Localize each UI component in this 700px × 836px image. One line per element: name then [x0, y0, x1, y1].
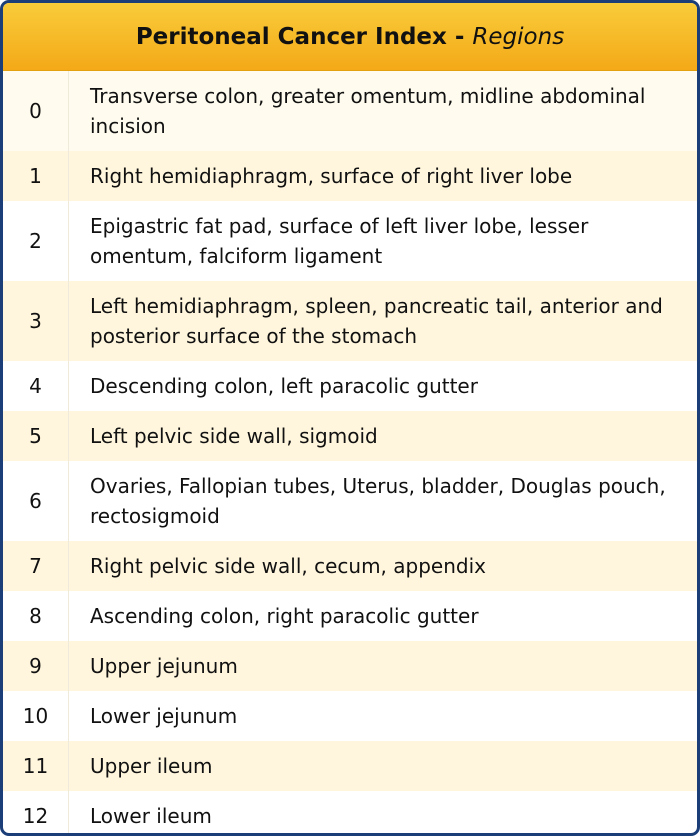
region-description: Left pelvic side wall, sigmoid [90, 424, 378, 448]
table-header [3, 3, 697, 71]
region-index: 0 [3, 71, 69, 151]
region-description: Right pelvic side wall, cecum, appendix [90, 554, 486, 578]
region-description: Left hemidiaphragm, spleen, pancreatic tail, anterior and posterior surface of the stomach [90, 294, 663, 348]
table-row [3, 741, 697, 791]
region-description: Descending colon, left paracolic gutter [90, 374, 478, 398]
region-description: Upper jejunum [90, 654, 238, 678]
region-description: Right hemidiaphragm, surface of right liver lobe [90, 164, 573, 188]
table-row [3, 641, 697, 691]
region-index: 5 [3, 411, 69, 461]
region-index: 7 [3, 541, 69, 591]
region-description: Lower jejunum [90, 704, 238, 728]
region-description: Transverse colon, greater omentum, midline abdominal incision [90, 84, 646, 138]
table-row [3, 411, 697, 461]
table-subtitle: Regions [472, 23, 565, 50]
region-description: Lower ileum [90, 804, 212, 828]
region-index: 10 [3, 691, 69, 741]
region-description: Ovaries, Fallopian tubes, Uterus, bladder, Douglas pouch, rectosigmoid [90, 474, 666, 528]
table-row [3, 201, 697, 281]
table-row [3, 361, 697, 411]
card-inner [3, 3, 697, 833]
table-row [3, 151, 697, 201]
region-index: 3 [3, 281, 69, 361]
region-index: 8 [3, 591, 69, 641]
regions-table [3, 71, 697, 833]
region-index: 2 [3, 201, 69, 281]
table-row [3, 691, 697, 741]
table-row [3, 541, 697, 591]
table-row [3, 71, 697, 151]
region-index: 11 [3, 741, 69, 791]
table-row [3, 461, 697, 541]
region-index: 9 [3, 641, 69, 691]
region-index: 4 [3, 361, 69, 411]
region-description: Epigastric fat pad, surface of left liver lobe, lesser omentum, falciform ligament [90, 214, 589, 268]
table-title: Peritoneal Cancer Index - [135, 23, 465, 50]
region-index: 6 [3, 461, 69, 541]
table-row [3, 791, 697, 833]
table-row [3, 591, 697, 641]
region-description: Ascending colon, right paracolic gutter [90, 604, 479, 628]
region-description: Upper ileum [90, 754, 213, 778]
region-index: 12 [3, 791, 69, 833]
region-index: 1 [3, 151, 69, 201]
table-row [3, 281, 697, 361]
